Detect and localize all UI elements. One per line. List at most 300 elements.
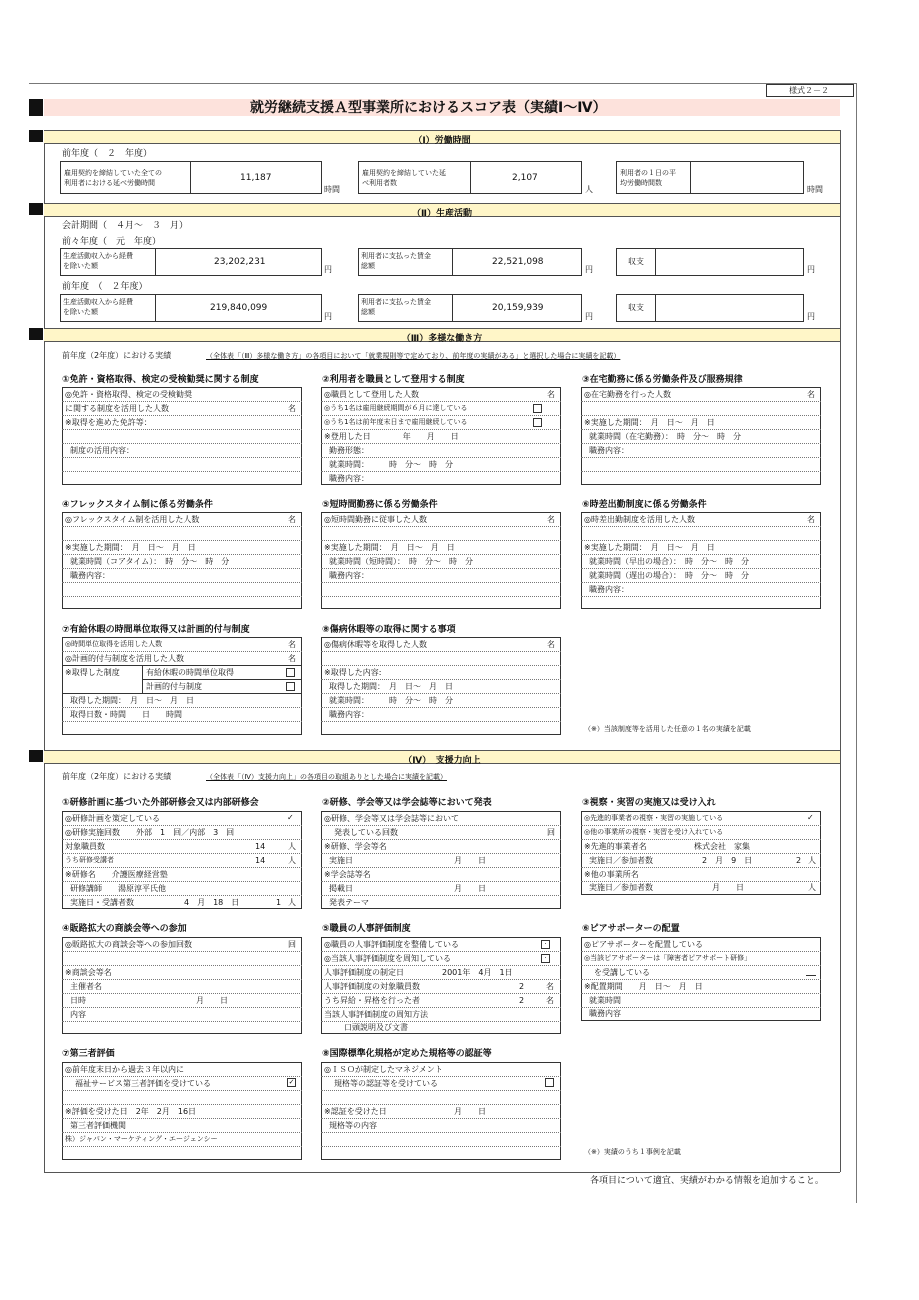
- sec1-header: [44, 130, 840, 144]
- sec3-b6-line5: [581, 582, 821, 583]
- sec4-b1-r3v: 14: [255, 842, 266, 851]
- sec4-b3-r2: ◎他の事業所の視察・実習を受け入れている: [584, 828, 724, 836]
- sec3-b4-line5: [62, 582, 302, 583]
- sec1-box1: [60, 161, 322, 194]
- sec4-b5-r6: 当該人事評価制度の周知方法: [324, 1010, 428, 1019]
- sec4-b5-line3: [321, 979, 561, 980]
- sec4-b4-r2: ※商談会等名: [65, 968, 112, 977]
- sec1-unit3: 時間: [807, 185, 823, 194]
- sec3-b1-r1: ◎免許・資格取得、検定の受検勧奨: [65, 390, 192, 399]
- sec3-b7-check1[interactable]: [286, 668, 295, 677]
- sec2-rowB-label1b: を除いた額: [63, 308, 98, 316]
- sec4-b1-r7v: 4 月 18 日: [184, 898, 240, 907]
- sec4-b7-line6: [62, 1146, 302, 1147]
- sec4-note: （※）実績のうち１事例を記載: [584, 1148, 681, 1156]
- sec4-b7-line2: [62, 1090, 302, 1091]
- sec4-b1-line4: [62, 867, 302, 868]
- sec4-b7-r3: ※評価を受けた日 2年 2月 16日: [65, 1107, 197, 1116]
- sec4-b1-line6: [62, 895, 302, 896]
- sec4-b5-r5u: 名: [546, 996, 554, 1005]
- sec2-rowA-label2b: 総額: [361, 262, 375, 270]
- sec3-b5-line4: [321, 568, 561, 569]
- sec4-b8-line6: [321, 1146, 561, 1147]
- sec3-b8-r4: 就業時間： 時 分～ 時 分: [329, 696, 453, 705]
- sec4-b2-line5: [321, 881, 561, 882]
- sec4-b3-line3: [581, 853, 821, 854]
- sec4-b8-r1: ◎ＩＳＯが制定したマネジメント: [324, 1065, 443, 1074]
- sec4-b6-r4: ※配置期間 月 日～ 月 日: [584, 982, 703, 991]
- sec2-rowB-value2: 20,159,939: [492, 303, 544, 313]
- sec3-b2-line6: [321, 471, 561, 472]
- sec3-b7-title: ⑦有給休暇の時間単位取得又は計画的付与制度: [62, 625, 250, 635]
- sec4-b4-line4: [62, 993, 302, 994]
- sec3-b2-check2[interactable]: [533, 418, 542, 427]
- sec4-b3-line2: [581, 839, 821, 840]
- sec4-intro: 前年度（2年度）における実績: [62, 772, 172, 781]
- sec3-b7-line5: [62, 707, 302, 708]
- sec4-b3-r6u: 人: [808, 883, 816, 892]
- sec4-b8-r2: 規格等の認証等を受けている: [334, 1079, 438, 1088]
- sec2-rowB-yen3: 円: [807, 312, 815, 321]
- page-title: 就労継続支援Ａ型事業所におけるスコア表（実績Ⅰ～Ⅳ）: [250, 100, 607, 116]
- sec3-b2-r1: ◎職員として登用した人数: [324, 390, 419, 399]
- sec3-b1-r2: に関する制度を活用した人数: [65, 404, 169, 413]
- sec2-rowB-label2: 利用者に支払った賃金: [361, 298, 431, 306]
- sec4-b3-r4: 実施日／参加者数: [589, 856, 653, 865]
- sec4-b6-line4: [581, 993, 821, 994]
- sec4-b2-r6v: 月 日: [454, 884, 486, 893]
- sec4-b7-r4: 第三者評価機関: [70, 1121, 126, 1130]
- sec4-b4-r4: 日時: [70, 996, 86, 1005]
- sec4-b2-line6: [321, 895, 561, 896]
- sec3-intro-note: （全体表「（Ⅲ）多様な働き方」の各項目において「就業規則等で定めており、前年度の実績がある」と選択した場合に実績を記載）: [206, 352, 621, 360]
- sec3-b8-title: ⑧傷病休暇等の取得に関する事項: [322, 625, 456, 635]
- sec4-b4-r3: 主催者名: [70, 982, 102, 991]
- sec4-b2-line4: [321, 867, 561, 868]
- sec4-b7-r1: ◎前年度末日から過去３年以内に: [65, 1065, 184, 1074]
- title-marker: [29, 99, 43, 116]
- sec4-b5-line5: [321, 1007, 561, 1008]
- sec3-b4-line3: [62, 554, 302, 555]
- sec4-b1-title: ①研修計画に基づいた外部研修会又は内部研修会: [62, 798, 259, 808]
- sec2-yearA: 前々年度（ 元 年度）: [62, 237, 162, 247]
- sec4-b3-r1: ◎先進的事業者の視察・実習の実施している: [584, 814, 724, 822]
- sec3-b1-line3: [62, 429, 302, 430]
- sec3-b3-line4: [581, 443, 821, 444]
- sec3-b3-line6: [581, 471, 821, 472]
- sec3-b8-line4: [321, 693, 561, 694]
- sec3-b4-line1: [62, 526, 302, 527]
- sec4-b3-title: ③視察・実習の実施又は受け入れ: [582, 798, 716, 808]
- left-rule: [44, 130, 45, 1172]
- sec3-b5-r2: ※実施した期間： 月 日～ 月 日: [324, 543, 455, 552]
- sec4-b1-line1: [62, 825, 302, 826]
- sec3-b5-unit: 名: [547, 515, 555, 524]
- sec3-b7-unit1: 名: [288, 640, 296, 649]
- sec4-b1-line3: [62, 853, 302, 854]
- sec2-rowA-yen2: 円: [585, 265, 593, 274]
- sec3-b6-line6: [581, 596, 821, 597]
- sec1-label2: 雇用契約を締結していた延: [362, 169, 446, 177]
- sec3-b8-line2: [321, 665, 561, 666]
- sec4-b3-r3v: 株式会社 家集: [694, 842, 750, 851]
- sec4-b2-r4v: 月 日: [454, 856, 486, 865]
- sec1-marker: [29, 130, 43, 142]
- sec3-b8-r3: 取得した期間： 月 日～ 月 日: [329, 682, 453, 691]
- sec4-b3-line5: [581, 881, 821, 882]
- sec2-rowA-label1: 生産活動収入から経費: [63, 252, 133, 260]
- sec4-b8-line4: [321, 1118, 561, 1119]
- sec4-b5-r7: 口頭説明及び文書: [344, 1023, 408, 1032]
- sec4-b6-line1: [581, 951, 821, 952]
- sec4-b8-r3: ※認証を受けた日: [324, 1107, 387, 1116]
- sec3-b3-line3: [581, 429, 821, 430]
- sec3-b5-r4: 職務内容：: [329, 571, 369, 580]
- sec3-b5-r3: 就業時間（短時間）： 時 分～ 時 分: [329, 557, 473, 566]
- sec2-rowB-yen1: 円: [324, 312, 332, 321]
- sec3-b3-title: ③在宅勤務に係る労働条件及び服務規律: [582, 375, 743, 385]
- sec4-b4-title: ④販路拡大の商談会等への参加: [62, 924, 187, 934]
- sec2-rowA-label2: 利用者に支払った賃金: [361, 252, 431, 260]
- sec3-b6-line3: [581, 554, 821, 555]
- sec4-b2-line3: [321, 853, 561, 854]
- sec4-b7-line5: [62, 1132, 302, 1133]
- sec3-b8-r2: ※取得した内容:: [324, 668, 382, 677]
- sec3-b2-line2: [321, 415, 561, 416]
- sec4-b4-r4v: 月 日: [196, 996, 228, 1005]
- sec3-b2-r2: ◎うち1名は雇用継続期間が６月に達している: [324, 404, 468, 412]
- sec4-b6-line3: [581, 979, 821, 980]
- sec3-b7-line6: [62, 721, 302, 722]
- sec3-b7-line2: [62, 665, 302, 666]
- sec4-b7-line3: [62, 1104, 302, 1105]
- sec3-b2-title: ②利用者を職員として登用する制度: [322, 375, 465, 385]
- sec4-b3-r4v: 2 月 9 日: [702, 856, 753, 865]
- sec1-value1: 11,187: [240, 173, 272, 183]
- sec4-b2-line1: [321, 825, 561, 826]
- sec4-b4-r1: ◎販路拡大の商談会等への参加回数: [65, 940, 192, 949]
- sec3-note: （※）当該制度等を活用した任意の１名の実績を記載: [584, 725, 751, 733]
- sec4-b3-r6: 実施日／参加者数: [589, 883, 653, 892]
- footer-note: 各項目について適宜、実績がわかる情報を追加すること。: [590, 1176, 824, 1186]
- sec1-label3b: 均労働時間数: [620, 179, 662, 187]
- sec4-b1-r7: 実施日・受講者数: [70, 898, 134, 907]
- sec3-b7-unit2: 名: [288, 654, 296, 663]
- sec3-b6-title: ⑥時差出勤制度に係る労働条件: [582, 500, 707, 510]
- sec3-b1-line4: [62, 443, 302, 444]
- sec2-rowA-value2: 22,521,098: [492, 257, 544, 267]
- sec3-b2-r7: 職務内容：: [329, 474, 369, 483]
- sec4-b2-r1: ◎研修、学会等又は学会誌等において: [324, 814, 459, 823]
- sec1-label1: 雇用契約を締結していた全ての: [64, 169, 162, 177]
- sec4-b5-check2[interactable]: ·: [541, 954, 550, 963]
- sec3-b2-check1[interactable]: [533, 404, 542, 413]
- sec4-b6-line5: [581, 1007, 821, 1008]
- sec3-b1-line6: [62, 471, 302, 472]
- sec4-b3-r3: ※先進的事業者名: [584, 842, 647, 851]
- sec4-b1-r1: ◎研修計画を策定している: [65, 814, 160, 823]
- sec3-b6-r2: ※実施した期間： 月 日～ 月 日: [584, 543, 715, 552]
- sec4-b2-line2: [321, 839, 561, 840]
- sec4-b6-r1: ◎ピアサポーターを配置している: [584, 940, 703, 949]
- sec3-b3-r1: ◎在宅勤務を行った人数: [584, 390, 671, 399]
- sec4-b5-r5v: 2: [519, 996, 525, 1005]
- sec4-b1-line2: [62, 839, 302, 840]
- sec3-b1-line1: [62, 401, 302, 402]
- sec4-b5-r5: うち昇給・昇格を行った者: [324, 996, 420, 1005]
- sec4-b2-r2u: 回: [547, 828, 555, 837]
- sec4-b1-r5: ※研修名 介護医療経営塾: [65, 870, 168, 879]
- sec4-b3-r4u: 人: [808, 856, 816, 865]
- sec3-b1-r4: 制度の活用内容：: [70, 446, 134, 455]
- sec4-header: [44, 750, 840, 764]
- sec3-b5-line1: [321, 526, 561, 527]
- sec4-b5-line1: [321, 951, 561, 952]
- sec4-header-text: （Ⅳ） 支援力向上: [403, 756, 481, 766]
- sec4-b5-line6: [321, 1021, 561, 1022]
- sec4-b4-line2: [62, 965, 302, 966]
- sec3-b4-title: ④フレックスタイム制に係る労働条件: [62, 500, 213, 510]
- sec3-b2-line1: [321, 401, 561, 402]
- sec1-year: 前年度（ ２ 年度）: [62, 149, 153, 159]
- sec1-label2b: べ利用者数: [362, 179, 397, 187]
- sec4-b8-line3: [321, 1104, 561, 1105]
- sec3-b1-r3: ※取得を進めた免許等：: [65, 418, 152, 427]
- sec4-b7-line1: [62, 1076, 302, 1077]
- sec3-b2-r5: 勤務形態：: [329, 446, 369, 455]
- sec3-b4-r1: ◎フレックスタイム制を活用した人数: [65, 515, 200, 524]
- sec4-b3-check[interactable]: ✓: [807, 813, 814, 822]
- sec3-b6-line1: [581, 526, 821, 527]
- sec4-b4-line6: [62, 1021, 302, 1022]
- sec4-b4-r5: 内容: [70, 1010, 86, 1019]
- sec4-b5-r3: 人事評価制度の制定日: [324, 968, 404, 977]
- sec3-b3-unit: 名: [807, 390, 815, 399]
- sec4-b4-line1: [62, 951, 302, 952]
- sec3-b4-r2: ※実施した期間： 月 日～ 月 日: [65, 543, 196, 552]
- sec4-b1-r4v: 14: [255, 856, 266, 865]
- sec3-b4-line4: [62, 568, 302, 569]
- sec4-b4-r1u: 回: [288, 940, 296, 949]
- sec4-b6-r3: を受講している: [594, 968, 650, 977]
- sec3-b4-line2: [62, 540, 302, 541]
- sec3-b8-line5: [321, 707, 561, 708]
- sec4-b5-title: ⑤職員の人事評価制度: [322, 924, 411, 934]
- sec4-b3-line1: [581, 825, 821, 826]
- sec3-b7-r2: ◎計画的付与制度を活用した人数: [65, 654, 184, 663]
- sec4-b8-r4: 規格等の内容: [329, 1121, 377, 1130]
- sec4-b1-r4u: 人: [288, 856, 296, 865]
- sec3-b2-r3: ◎うち1名は前年度末日まで雇用継続している: [324, 418, 468, 426]
- sec4-b2-title: ②研修、学会等又は学会誌等において発表: [322, 798, 492, 808]
- sec2-period: 会計期間（ ４月～ ３ 月）: [62, 221, 189, 231]
- sec4-b7-r2: 福祉サービス第三者評価を受けている: [75, 1079, 211, 1088]
- sec4-b5-r2: ◎当該人事評価制度を周知している: [324, 954, 451, 963]
- sec3-b8-unit: 名: [547, 640, 555, 649]
- sec4-intro-note: （全体表「（Ⅳ）支援力向上」の各項目の取組ありとした場合に実績を記載）: [206, 773, 447, 781]
- sec3-b5-title: ⑤短時間勤務に係る労働条件: [322, 500, 438, 510]
- sec3-intro: 前年度（2年度）における実績: [62, 351, 172, 360]
- sec4-b3-line4: [581, 867, 821, 868]
- sec3-b5-line2: [321, 540, 561, 541]
- sec3-b6-r5: 職務内容：: [589, 585, 629, 594]
- sec4-b5-check1[interactable]: ·: [541, 940, 550, 949]
- sec4-b1-r2: ◎研修実施回数 外部 1 回／内部 3 回: [65, 828, 235, 837]
- sec2-rowB-box3: [616, 294, 804, 322]
- sec4-b6-r6: 職務内容: [589, 1009, 621, 1018]
- sec3-header-text: （Ⅲ）多様な働き方: [401, 334, 483, 344]
- sec3-b6-r3: 就業時間（早出の場合）： 時 分～ 時 分: [589, 557, 749, 566]
- sec3-b1-title: ①免許・資格取得、検定の受検勧奨に関する制度: [62, 375, 259, 385]
- sec2-rowB-label3: 収支: [628, 303, 644, 312]
- sec3-b4-unit: 名: [288, 515, 296, 524]
- sec2-rowA-label1b: を除いた額: [63, 262, 98, 270]
- sec4-b1-r7w: 1: [276, 898, 282, 907]
- sec4-b7-r5: 株）ジャパン・マーケティング・エージェンシー: [65, 1135, 218, 1143]
- sec4-b1-line5: [62, 881, 302, 882]
- sec2-rowB-divider3: [655, 294, 656, 322]
- sec3-b5-line5: [321, 582, 561, 583]
- sec4-b3-r6v: 月 日: [712, 883, 744, 892]
- sec4-b1-r3u: 人: [288, 842, 296, 851]
- sec4-b8-r3v: 月 日: [454, 1107, 486, 1116]
- sec3-b5-r1: ◎短時間勤務に従事した人数: [324, 515, 427, 524]
- sec3-b3-line2: [581, 415, 821, 416]
- bottom-rule: [44, 1172, 840, 1173]
- sec1-label1b: 利用者における延べ労働時間: [64, 179, 155, 187]
- sec2-header-text: （Ⅱ）生産活動: [412, 209, 472, 219]
- sec2-yearB: 前年度 （ ２年度）: [62, 282, 148, 292]
- sec4-b4-line5: [62, 1007, 302, 1008]
- sec4-b5-line2: [321, 965, 561, 966]
- sec4-b6-r5: 就業時間: [589, 996, 621, 1005]
- sec4-b7-line4: [62, 1118, 302, 1119]
- sec2-rowA-divider1: [155, 248, 156, 276]
- sec4-b2-r7: 発表テーマ: [329, 898, 369, 907]
- sec3-b5-line3: [321, 554, 561, 555]
- sec3-b1-unit: 名: [288, 404, 296, 413]
- sec3-b6-line2: [581, 540, 821, 541]
- sec4-b6-r2: ◎当該ピアサポーターは「障害者ピアサポート研修」: [584, 954, 752, 962]
- sec4-b7-title: ⑦第三者評価: [62, 1049, 115, 1059]
- sec3-b6-unit: 名: [807, 515, 815, 524]
- sec4-b8-check[interactable]: [545, 1078, 554, 1087]
- sec4-b1-r3: 対象職員数: [65, 842, 105, 851]
- sec3-b5-line6: [321, 596, 561, 597]
- sec3-b3-line1: [581, 401, 821, 402]
- sec3-marker: [29, 328, 43, 340]
- sec4-b5-r1: ◎職員の人事評価制度を整備している: [324, 940, 459, 949]
- sec3-b7-r5: 取得日数・時間 日 時間: [70, 710, 182, 719]
- sec3-b3-r2: ※実施した期間： 月 日～ 月 日: [584, 418, 715, 427]
- sec3-b7-check2[interactable]: [286, 682, 295, 691]
- sec3-b3-line5: [581, 457, 821, 458]
- sec4-b5-r4: 人事評価制度の対象職員数: [324, 982, 420, 991]
- sec3-b2-line5: [321, 457, 561, 458]
- sec4-b2-r6: 掲載日: [329, 884, 353, 893]
- sec3-b3-r3: 就業時間（在宅勤務）： 時 分～ 時 分: [589, 432, 741, 441]
- sec2-rowB-divider2: [452, 294, 453, 322]
- sec4-b8-line2: [321, 1090, 561, 1091]
- sec3-b1-line5: [62, 457, 302, 458]
- sec4-b1-r4: うち研修受講者: [65, 856, 114, 864]
- sec2-rowA-label3: 収支: [628, 257, 644, 266]
- sec4-b4-line3: [62, 979, 302, 980]
- sec4-b5-r4v: 2: [519, 982, 525, 991]
- sec4-b6-title: ⑥ピアサポーターの配置: [582, 924, 680, 934]
- sec4-b1-r6: 研修講師 湯原淳平氏他: [70, 884, 166, 893]
- sec2-header: [44, 203, 840, 217]
- sec1-box1-divider: [190, 161, 191, 194]
- sec4-b1-check[interactable]: ✓: [287, 813, 294, 822]
- sec3-b4-r3: 就業時間（コアタイム）： 時 分～ 時 分: [70, 557, 230, 566]
- sec4-b5-r4u: 名: [546, 982, 554, 991]
- sec3-b2-r6: 就業時間： 時 分～ 時 分: [329, 460, 453, 469]
- sec3-b7-r3b: 計画的付与制度: [146, 682, 202, 691]
- sec4-b6-check-line: [806, 975, 816, 976]
- sec4-b2-r2: 発表している回数: [334, 828, 398, 837]
- sec1-header-text: （Ⅰ）労働時間: [413, 136, 471, 146]
- sec4-b2-r4: 実施日: [329, 856, 353, 865]
- sec2-rowA-yen1: 円: [324, 265, 332, 274]
- sec2-rowB-label2b: 総額: [361, 308, 375, 316]
- sec4-b2-r5: ※学会誌等名: [324, 870, 371, 879]
- sec1-value2: 2,107: [512, 173, 538, 183]
- sec2-rowA-divider2: [452, 248, 453, 276]
- sec3-b6-r4: 就業時間（遅出の場合）： 時 分～ 時 分: [589, 571, 749, 580]
- right-rule: [856, 83, 857, 1203]
- sec3-b7-line3: [142, 679, 302, 680]
- sec3-header: [44, 328, 840, 342]
- sec4-b2-r3: ※研修、学会等名: [324, 842, 387, 851]
- sec3-b4-line6: [62, 596, 302, 597]
- sec3-b2-unit: 名: [547, 390, 555, 399]
- sec1-box3: [616, 161, 804, 194]
- sec2-rowB-divider1: [155, 294, 156, 322]
- sec2-rowA-value1: 23,202,231: [214, 257, 266, 267]
- sec4-marker: [29, 750, 43, 762]
- sec2-rowB-value1: 219,840,099: [210, 303, 268, 313]
- sec4-b8-title: ⑧国際標準化規格が定めた規格等の認証等: [322, 1049, 492, 1059]
- sec3-b8-r5: 職務内容：: [329, 710, 369, 719]
- sec3-b8-line6: [321, 721, 561, 722]
- sec2-rowA-divider3: [655, 248, 656, 276]
- sec3-b7-r1: ◎時間単位取得を活用した人数: [65, 640, 163, 648]
- sec3-b7-r4: 取得した期間： 月 日～ 月 日: [70, 696, 194, 705]
- sec3-b8-line3: [321, 679, 561, 680]
- sec3-b1-line2: [62, 415, 302, 416]
- sec1-unit2: 人: [585, 185, 593, 194]
- sec3-b8-line1: [321, 651, 561, 652]
- form-label: [766, 84, 854, 97]
- sec4-b8-line5: [321, 1132, 561, 1133]
- sec1-unit1: 時間: [324, 185, 340, 194]
- sec4-b8-line1: [321, 1076, 561, 1077]
- sec4-b7-check[interactable]: ✓: [288, 1078, 295, 1086]
- sec4-b3-r5: ※他の事業所名: [584, 870, 639, 879]
- sec4-b5-r3v: 2001年 4月 1日: [442, 968, 513, 977]
- sec3-b2-line4: [321, 443, 561, 444]
- sec3-b7-line1: [62, 651, 302, 652]
- sec4-b3-r4w: 2: [796, 856, 802, 865]
- sec4-b5-line4: [321, 993, 561, 994]
- sec3-b4-r4: 職務内容：: [70, 571, 110, 580]
- sec2-rowA-yen3: 円: [807, 265, 815, 274]
- sec1-box3-divider: [690, 161, 691, 194]
- sec2-rowB-label1: 生産活動収入から経費: [63, 298, 133, 306]
- sec3-b8-r1: ◎傷病休暇等を取得した人数: [324, 640, 427, 649]
- sec3-b2-line3: [321, 429, 561, 430]
